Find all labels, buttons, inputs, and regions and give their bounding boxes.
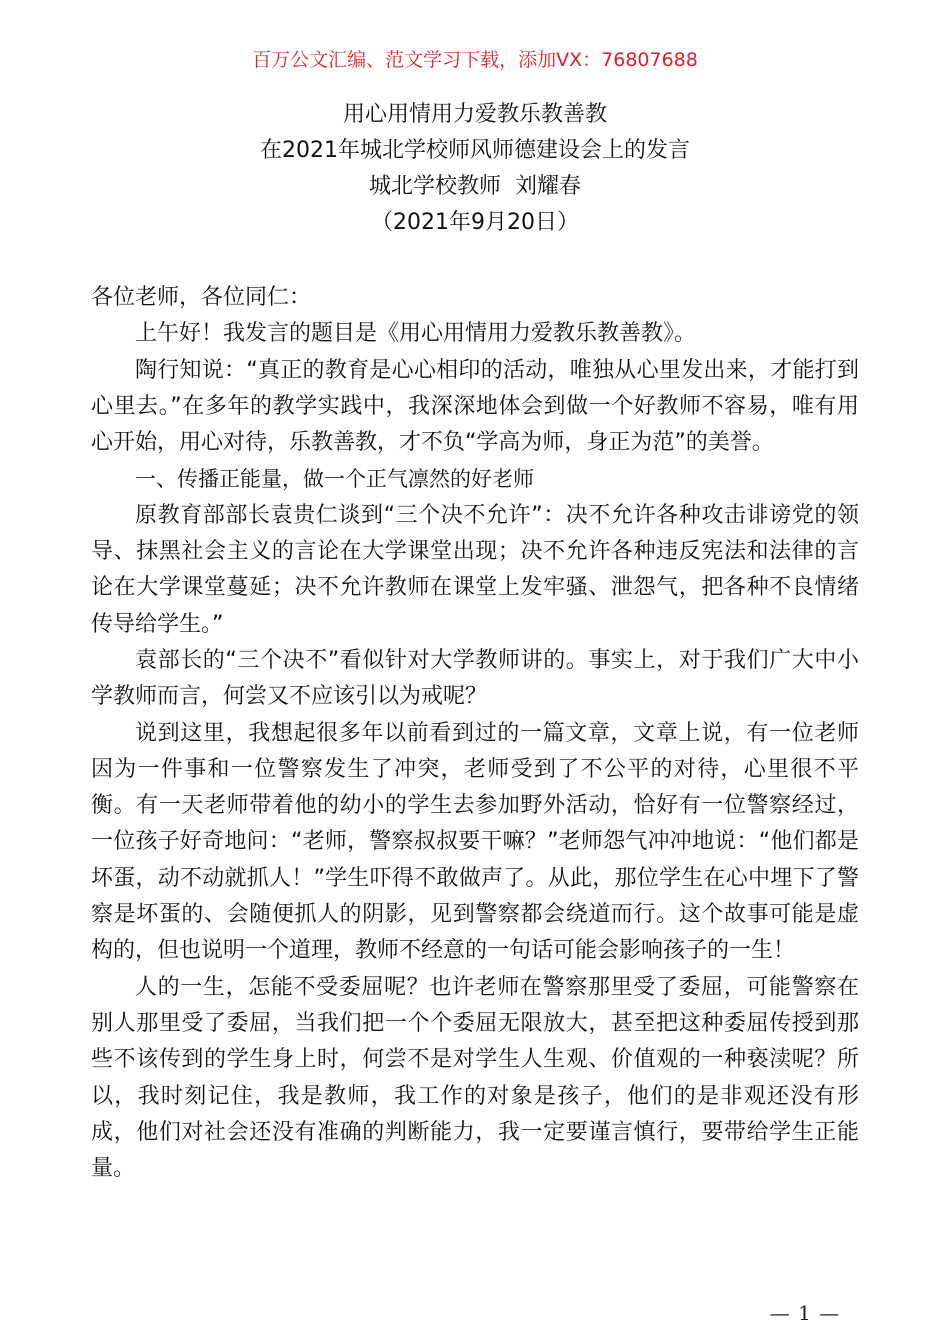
document-header	[0, 97, 950, 241]
document-body	[91, 280, 859, 1187]
document-subtitle: 在2021年城北学校师风师德建设会上的发言	[260, 138, 690, 163]
paragraph-three-rules: 原教育部部长袁贵仁谈到“三个决不允许”：决不允许各种攻击诽谤党的领导、抹黑社会主义的言论在大学课堂出现；决不允许各种违反宪法和法律的言论在大学课堂蔓延；决不允许教师在课堂上发牢骚、泄怨气，把各种不良情绪传导给学生。”	[91, 502, 859, 637]
watermark-banner: 百万公文汇编、范文学习下载，添加VX：76807688	[252, 49, 698, 71]
salutation: 各位老师，各位同仁：	[91, 285, 312, 310]
document-date: （2021年9月20日）	[371, 210, 579, 235]
section-heading-1: 一、传播正能量，做一个正气凛然的好老师	[135, 467, 534, 492]
document-author: 城北学校教师 刘耀春	[369, 174, 581, 199]
paragraph-story: 说到这里，我想起很多年以前看到过的一篇文章，文章上说，有一位老师因为一件事和一位警察发生了冲突，老师受到了不公平的对待，心里很不平衡。有一天老师带着他的幼小的学生去参加野外活动，恰好有一位警察经过，一位孩子好奇地问：“老师，警察叔叔要干嘛？”老师怨气冲冲地说：“他们都是坏蛋，动不动就抓人！”学生吓得不敢做声了。从此，那位学生在心中埋下了警察是坏蛋的、会随便抓人的阴影，见到警察都会绕道而行。这个故事可能是虚构的，但也说明一个道理，教师不经意的一句话可能会影响孩子的一生！	[91, 720, 859, 964]
paragraph-quote-tao: 陶行知说：“真正的教育是心心相印的活动，唯独从心里发出来，才能打到心里去。”在多年的教学实践中，我深深地体会到做一个好教师不容易，唯有用心开始，用心对待，乐教善教，才不负“学高为师，身正为范”的美誉。	[91, 357, 859, 456]
paragraph-reflection: 人的一生，怎能不受委屈呢？也许老师在警察那里受了委屈，可能警察在别人那里受了委屈，当我们把一个个委屈无限放大，甚至把这种委屈传授到那些不该传到的学生身上时，何尝不是对学生人生观、价值观的一种亵渎呢？所以，我时刻记住，我是教师，我工作的对象是孩子，他们的是非观还没有形成，他们对社会还没有准确的判断能力，我一定要谨言慎行，要带给学生正能量。	[91, 974, 859, 1182]
page-number: — 1 —	[769, 1301, 841, 1325]
paragraph-minister: 袁部长的“三个决不”看似针对大学教师讲的。事实上，对于我们广大中小学教师而言，何尝又不应该引以为戒呢？	[91, 647, 859, 710]
document-title: 用心用情用力爱教乐教善教	[342, 102, 607, 127]
paragraph-greeting: 上午好！我发言的题目是《用心用情用力爱教乐教善教》。	[135, 321, 697, 347]
